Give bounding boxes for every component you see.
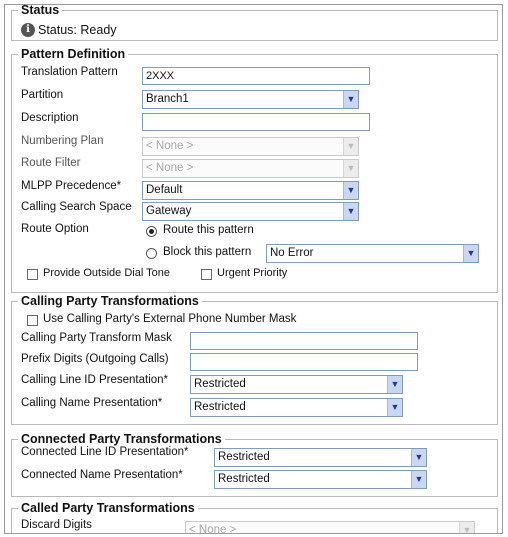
block-reason-select[interactable] (266, 244, 479, 263)
connected-name-label: Connected Name Presentation* (21, 469, 183, 481)
pattern-definition-legend: Pattern Definition (21, 47, 126, 61)
chevron-down-icon[interactable]: ▼ (387, 399, 402, 416)
chevron-down-icon[interactable]: ▼ (463, 245, 478, 262)
outside-dial-tone-checkbox[interactable] (27, 269, 38, 280)
chevron-down-icon[interactable]: ▼ (343, 160, 358, 177)
mlpp-precedence-label: MLPP Precedence* (21, 180, 122, 192)
calling-line-id-select[interactable] (190, 375, 403, 394)
partition-value: Branch1 (146, 93, 189, 105)
chevron-down-icon[interactable]: ▼ (343, 182, 358, 199)
connected-name-value: Restricted (218, 473, 270, 485)
partition-label: Partition (21, 89, 64, 101)
connected-line-id-value: Restricted (218, 451, 270, 463)
discard-digits-label: Discard Digits (21, 519, 92, 531)
translation-pattern-input[interactable]: 2XXX (142, 67, 370, 85)
calling-line-id-value: Restricted (194, 378, 246, 390)
outside-dial-tone-label: Provide Outside Dial Tone (43, 267, 170, 279)
discard-digits-value: < None > (189, 524, 237, 534)
calling-line-id-label: Calling Line ID Presentation* (21, 374, 169, 386)
calling-name-label: Calling Name Presentation* (21, 397, 163, 409)
chevron-down-icon[interactable]: ▼ (343, 91, 358, 108)
calling-party-legend: Calling Party Transformations (21, 294, 199, 308)
form-frame (4, 4, 503, 534)
connected-line-id-select[interactable] (214, 448, 427, 467)
status-text: Status: Ready (38, 23, 117, 37)
use-mask-label: Use Calling Party's External Phone Number Mask (43, 313, 297, 325)
translation-pattern-label: Translation Pattern (21, 66, 118, 78)
calling-search-space-label: Calling Search Space (21, 201, 132, 213)
partition-select[interactable] (142, 90, 359, 109)
block-reason-value: No Error (270, 247, 314, 259)
route-filter-select[interactable] (142, 159, 359, 178)
connected-line-id-label: Connected Line ID Presentation* (21, 446, 189, 458)
mlpp-precedence-select[interactable] (142, 181, 359, 200)
chevron-down-icon[interactable]: ▼ (387, 376, 402, 393)
calling-name-value: Restricted (194, 401, 246, 413)
transform-mask-label: Calling Party Transform Mask (21, 332, 172, 344)
connected-party-legend: Connected Party Transformations (21, 432, 222, 446)
chevron-down-icon[interactable]: ▼ (411, 471, 426, 488)
info-icon: i (21, 23, 35, 37)
calling-search-space-select[interactable] (142, 202, 359, 221)
route-filter-label: Route Filter (21, 157, 81, 169)
description-label: Description (21, 112, 79, 124)
chevron-down-icon[interactable]: ▼ (343, 138, 358, 155)
transform-mask-input[interactable] (190, 332, 418, 350)
discard-digits-select[interactable] (185, 521, 475, 534)
route-pattern-label: Route this pattern (163, 224, 254, 236)
called-party-legend: Called Party Transformations (21, 501, 195, 515)
use-mask-checkbox[interactable] (27, 315, 38, 326)
calling-search-space-value: Gateway (146, 205, 192, 217)
urgent-priority-label: Urgent Priority (217, 267, 288, 279)
route-option-label: Route Option (21, 223, 89, 235)
numbering-plan-label: Numbering Plan (21, 135, 104, 147)
prefix-digits-input[interactable] (190, 353, 418, 371)
prefix-digits-label: Prefix Digits (Outgoing Calls) (21, 353, 169, 365)
block-pattern-label: Block this pattern (163, 246, 252, 258)
route-pattern-radio[interactable] (146, 226, 157, 237)
chevron-down-icon[interactable]: ▼ (411, 449, 426, 466)
description-input[interactable] (142, 113, 370, 131)
numbering-plan-select[interactable] (142, 137, 359, 156)
urgent-priority-checkbox[interactable] (201, 269, 212, 280)
chevron-down-icon[interactable]: ▼ (459, 522, 474, 534)
numbering-plan-value: < None > (146, 140, 194, 152)
mlpp-precedence-value: Default (146, 184, 183, 196)
connected-name-select[interactable] (214, 470, 427, 489)
status-legend: Status (21, 4, 60, 17)
block-pattern-radio[interactable] (146, 248, 157, 259)
chevron-down-icon[interactable]: ▼ (343, 203, 358, 220)
calling-name-select[interactable] (190, 398, 403, 417)
route-filter-value: < None > (146, 162, 194, 174)
